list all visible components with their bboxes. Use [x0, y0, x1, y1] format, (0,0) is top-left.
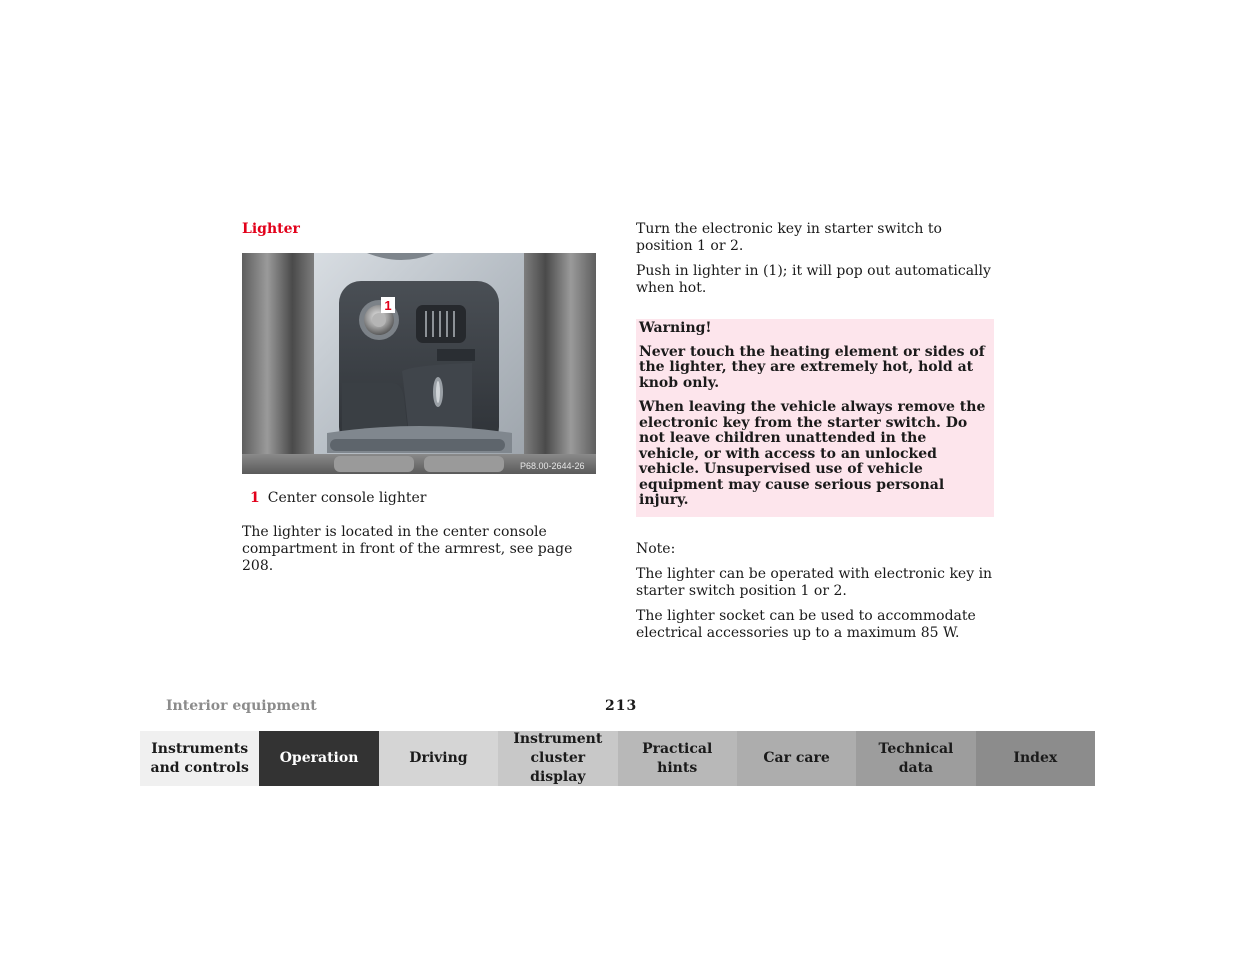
tab-technical-data[interactable]: Technical data	[856, 731, 975, 786]
location-paragraph: The lighter is located in the center console compartment in front of the armrest, see page 208.	[242, 524, 573, 574]
warning-paragraph-1: Never touch the heating element or sides of the lighter, they are extremely hot, hold at knob only.	[639, 343, 985, 391]
note-paragraph-2: The lighter socket can be used to accommodate electrical accessories up to a maximum 85 W.	[636, 607, 976, 641]
note-label: Note:	[636, 540, 676, 557]
image-code: P68.00-2644-26	[520, 461, 585, 471]
tab-operation[interactable]: Operation	[259, 731, 378, 786]
tab-practical-hints[interactable]: Practical hints	[618, 731, 737, 786]
tab-driving[interactable]: Driving	[379, 731, 498, 786]
tab-index[interactable]: Index	[976, 731, 1095, 786]
right-column	[636, 221, 994, 650]
callout-label: 1	[384, 298, 392, 313]
chapter-nav	[140, 731, 1095, 786]
warning-paragraph-2: When leaving the vehicle always remove the electronic key from the starter switch. Do not leave children unattended in the vehicle, or with access to an unlocked vehicle. Unsupervised use of vehicle equipment may cause serious personal injury.	[639, 399, 986, 508]
footer-section-title: Interior equipment	[166, 698, 317, 714]
tab-car-care[interactable]: Car care	[737, 731, 856, 786]
caption-text: Center console lighter	[267, 490, 427, 506]
page-number: 213	[605, 698, 638, 714]
instruction-paragraph-2: Push in lighter in (1); it will pop out automatically when hot.	[636, 263, 991, 296]
warning-box	[636, 319, 994, 517]
warning-title: Warning!	[639, 320, 712, 336]
note-paragraph-1: The lighter can be operated with electronic key in starter switch position 1 or 2.	[636, 565, 993, 599]
tab-instrument-cluster-display[interactable]: Instrument cluster display	[498, 731, 617, 786]
caption-number: 1	[250, 490, 260, 506]
section-title: Lighter	[242, 221, 300, 237]
figure-caption	[250, 490, 426, 506]
instruction-paragraph-1: Turn the electronic key in starter switch to position 1 or 2.	[636, 221, 942, 254]
center-console-illustration	[242, 253, 596, 474]
lighter-photo	[242, 253, 596, 474]
tab-instruments-and-controls[interactable]: Instruments and controls	[140, 731, 259, 786]
